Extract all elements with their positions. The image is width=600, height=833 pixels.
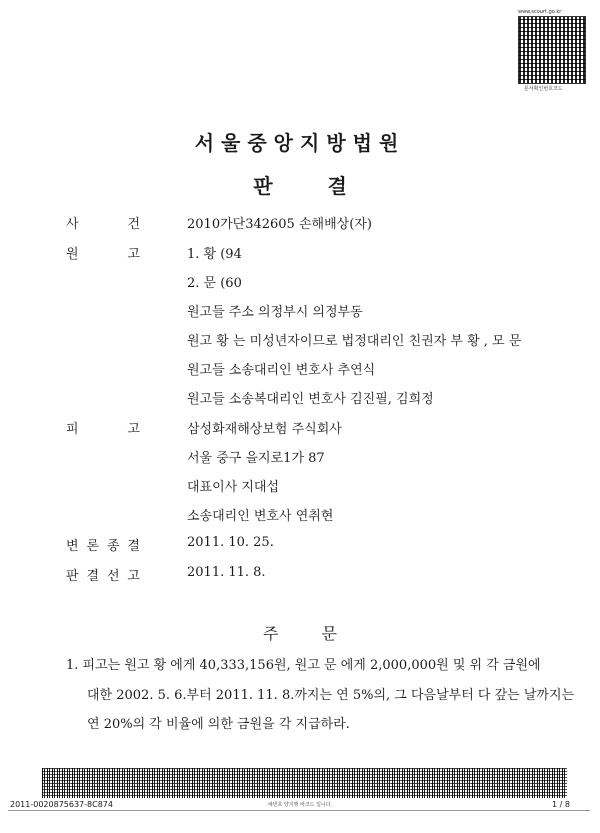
plaintiff-line: 원고들 소송복대리인 변호사 김진필, 김희정 <box>187 392 434 407</box>
defendant-line: 삼성화재해상보험 주식회사 <box>187 422 342 437</box>
page-number: 1 / 8 <box>552 800 570 809</box>
court-name: 서울중앙지방법원 <box>194 131 406 155</box>
closing-date: 2011. 10. 25. <box>187 535 274 550</box>
order-body-line: 대한 2002. 5. 6.부터 2011. 11. 8.까지는 연 5%의, 그 다음날부터 다 갚는 날까지는 <box>87 688 575 703</box>
plaintiff-line: 1. 황 (94 <box>187 247 242 262</box>
defendant-label-char: 고 <box>127 422 140 437</box>
ruling-label-char: 선 <box>106 569 120 584</box>
barcode-note: 예빈호 양지행 바코드 입니다. <box>267 802 333 808</box>
closing-label-char: 종 <box>106 539 120 554</box>
plaintiff-line: 원고들 주소 의정부시 의정부동 <box>187 305 363 320</box>
document-barcode <box>42 768 567 798</box>
closing-label-char: 변 <box>66 539 79 554</box>
case-label-char: 건 <box>127 217 140 232</box>
ruling-date: 2011. 11. 8. <box>187 565 266 580</box>
ruling-label-char: 고 <box>127 569 140 584</box>
defendant-label-char: 피 <box>66 422 79 437</box>
defendant-line: 소송대리인 변호사 연취현 <box>187 509 334 524</box>
plaintiff-line: 원고 황 는 미성년자이므로 법정대리인 친권자 부 황 , 모 문 <box>187 334 522 349</box>
plaintiff-label-char: 고 <box>127 247 140 262</box>
defendant-line: 서울 중구 을지로1가 87 <box>187 451 325 466</box>
ruling-label-char: 결 <box>86 569 100 584</box>
document-id: 2011-0020875637-8C874 <box>10 800 113 809</box>
ruling-label-char: 판 <box>66 569 79 584</box>
defendant-line: 대표이사 지대섭 <box>187 480 280 495</box>
closing-label-char: 론 <box>86 539 100 554</box>
document-qr-code <box>518 16 586 84</box>
plaintiff-label-char: 원 <box>66 247 79 262</box>
case-label-char: 사 <box>66 217 79 232</box>
ruling-label <box>66 565 140 584</box>
closing-label <box>66 535 140 554</box>
closing-label-char: 결 <box>127 539 140 554</box>
order-body-line: 연 20%의 각 비율에 의한 금원을 각 지급하라. <box>87 717 350 732</box>
qr-url-text: www.scourt.go.kr <box>518 9 562 15</box>
case-number: 2010가단342605 손해배상(자) <box>187 217 372 232</box>
order-body-line: 1. 피고는 원고 황 에게 40,333,156원, 원고 문 에게 2,000,000원 및 위 각 금원에 <box>66 658 541 673</box>
case-label <box>66 213 140 232</box>
qr-caption: 문서확인번호코드 <box>524 86 563 92</box>
document-type-title: 판 결 <box>253 174 347 198</box>
defendant-label <box>66 418 140 437</box>
order-heading: 주 문 <box>263 624 337 643</box>
plaintiff-line: 원고들 소송대리인 변호사 추연식 <box>187 363 376 378</box>
footer-divider <box>8 810 590 811</box>
plaintiff-label <box>66 243 140 262</box>
plaintiff-line: 2. 문 (60 <box>187 276 242 291</box>
